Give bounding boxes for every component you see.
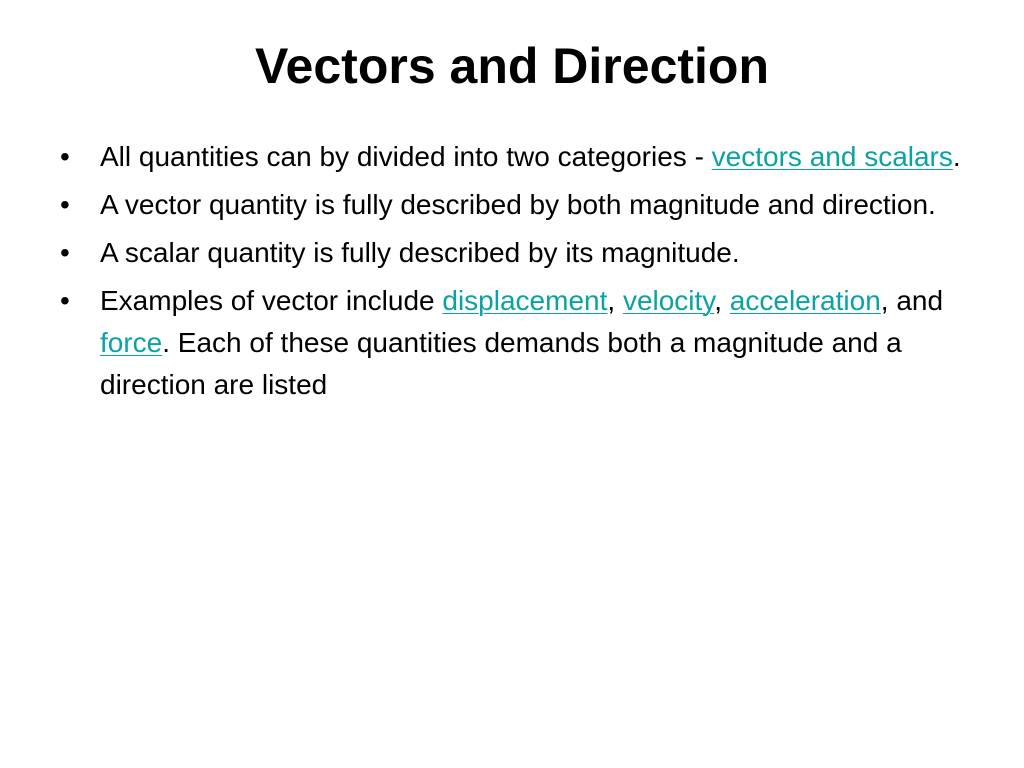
link-displacement[interactable]: displacement — [442, 285, 608, 316]
bullet-text: . — [952, 141, 961, 172]
bullet-item-2 — [60, 184, 965, 226]
bullet-text: Examples of vector include — [100, 285, 443, 316]
bullet-text: All quantities can by divided into two categories - — [100, 141, 712, 172]
bullet-separator: , and — [880, 285, 944, 316]
bullet-icon: • — [60, 189, 70, 220]
bullet-list — [60, 136, 965, 412]
bullet-separator: , — [714, 285, 730, 316]
bullet-text: . Each of these quantities demands both a magnitude and a direction are listed — [100, 327, 902, 400]
bullet-item-4 — [60, 280, 965, 406]
link-velocity[interactable]: velocity — [622, 285, 715, 316]
bullet-item-3 — [60, 232, 965, 274]
slide-title: Vectors and Direction — [254, 38, 770, 94]
bullet-icon: • — [60, 141, 70, 172]
bullet-icon: • — [60, 285, 70, 316]
bullet-text: A scalar quantity is fully described by its magnitude. — [100, 237, 740, 268]
link-force[interactable]: force — [100, 327, 163, 358]
bullet-text: A vector quantity is fully described by both magnitude and direction. — [100, 189, 936, 220]
bullet-item-1 — [60, 136, 965, 178]
link-vectors-and-scalars[interactable]: vectors and scalars — [711, 141, 953, 172]
bullet-icon: • — [60, 237, 70, 268]
link-acceleration[interactable]: acceleration — [729, 285, 881, 316]
bullet-separator: , — [607, 285, 623, 316]
